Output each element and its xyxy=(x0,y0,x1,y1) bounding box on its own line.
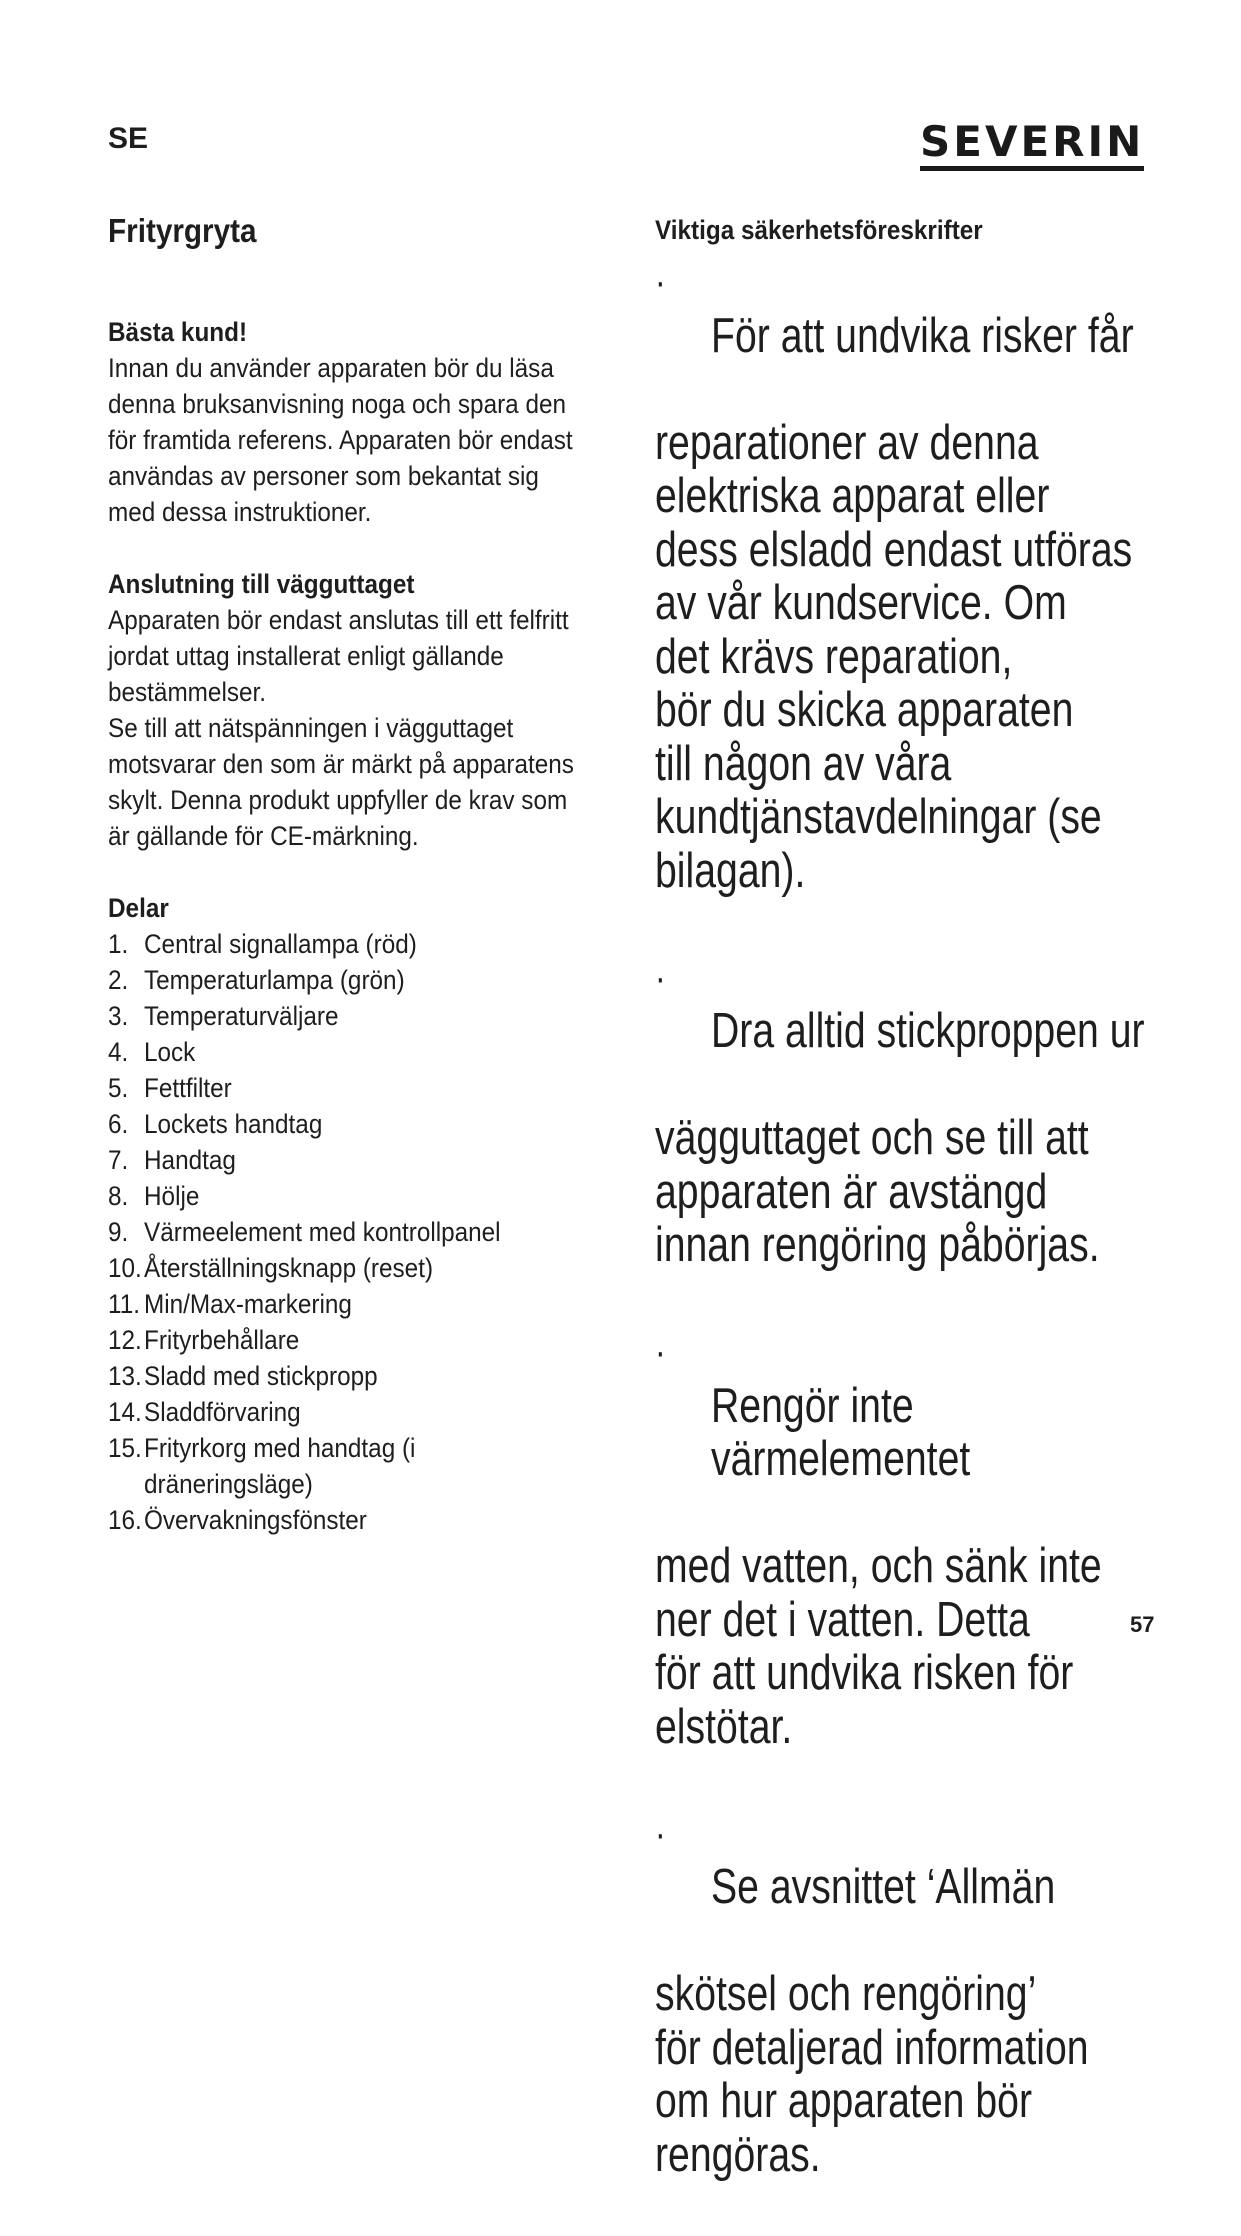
rule-first-line: För att undvika risker får xyxy=(711,308,1134,363)
rule-first-line: Dra alltid stickproppen ur xyxy=(711,1004,1145,1058)
part-label: Sladd med stickpropp xyxy=(144,1361,378,1391)
list-item xyxy=(108,926,576,962)
part-label: Fettfilter xyxy=(144,1073,232,1103)
part-label: Värmeelement med kontrollpanel xyxy=(144,1217,501,1247)
safety-rule xyxy=(655,256,1167,952)
part-number: 7. xyxy=(108,1145,129,1175)
part-number: 10. xyxy=(108,1253,142,1283)
rule-continuation: med vatten, och sänk inte ner det i vatten. Detta för att undvika risken för elstötar. xyxy=(655,1539,1102,1754)
list-item xyxy=(108,1394,576,1430)
part-number: 3. xyxy=(108,1001,129,1031)
safety-rules xyxy=(655,256,1167,2236)
part-label: Central signallampa (röd) xyxy=(144,929,417,959)
rule-continuation: skötsel och rengöring’ för detaljerad information om hur apparaten bör rengöras. xyxy=(655,1967,1089,2182)
page-number: 57 xyxy=(1130,1612,1155,1637)
part-label: Sladdförvaring xyxy=(144,1397,301,1427)
connection-heading: Anslutning till vägguttaget xyxy=(108,569,415,599)
list-item xyxy=(108,1502,576,1538)
parts-list xyxy=(108,926,576,1538)
page-title: Frityrgryta xyxy=(108,212,257,249)
part-label: Min/Max-markering xyxy=(144,1289,352,1319)
part-label: Temperaturväljare xyxy=(144,1001,339,1031)
safety-rule xyxy=(655,1326,1167,1808)
list-item xyxy=(108,1430,576,1502)
greeting-text: Innan du använder apparaten bör du läsa denna bruksanvisning noga och spara den för framtida referens. Apparaten bör endast användas av personer som bekantat sig med dessa instruktioner. xyxy=(108,353,573,527)
bullet-icon: · xyxy=(655,1330,666,1374)
safety-rule xyxy=(655,952,1167,1327)
safety-rule xyxy=(655,1808,1167,2236)
list-item xyxy=(108,1070,576,1106)
right-column xyxy=(655,212,1241,2236)
part-number: 16. xyxy=(108,1505,142,1535)
part-label: Temperaturlampa (grön) xyxy=(144,965,405,995)
part-label: Övervakningsfönster xyxy=(144,1505,367,1535)
part-label: Lockets handtag xyxy=(144,1109,323,1139)
list-item xyxy=(108,1358,576,1394)
greeting-heading: Bästa kund! xyxy=(108,317,248,347)
part-label: Återställningsknapp (reset) xyxy=(144,1253,434,1283)
part-number: 5. xyxy=(108,1073,129,1103)
brand-logo: SEVERIN xyxy=(920,118,1144,171)
part-number: 14. xyxy=(108,1397,142,1427)
left-column xyxy=(108,210,576,1538)
list-item xyxy=(108,1214,576,1250)
list-item xyxy=(108,1034,576,1070)
part-label: Hölje xyxy=(144,1181,200,1211)
part-number: 11. xyxy=(108,1289,140,1319)
list-item xyxy=(108,1106,576,1142)
part-number: 12. xyxy=(108,1325,142,1355)
list-item xyxy=(108,998,576,1034)
list-item xyxy=(108,1142,576,1178)
list-item xyxy=(108,1250,576,1286)
list-item xyxy=(108,1322,576,1358)
list-item xyxy=(108,962,576,998)
part-number: 13. xyxy=(108,1361,142,1391)
part-label: Frityrbehållare xyxy=(144,1325,300,1355)
bullet-icon: · xyxy=(655,955,666,1000)
rule-text xyxy=(655,1326,1167,1808)
rule-continuation: reparationer av denna elektriska apparat eller dess elsladd endast utföras av vår kundservice. Om det krävs reparation, bör du skicka apparaten till någon av våra kundtjänstavdelningar (se bilagan). xyxy=(655,415,1133,898)
list-item xyxy=(108,1286,576,1322)
rule-text xyxy=(655,952,1145,1327)
part-number: 1. xyxy=(108,929,129,959)
rule-first-line: Rengör inte värmelementet xyxy=(711,1378,971,1486)
list-item xyxy=(108,1178,576,1214)
part-label: Handtag xyxy=(144,1145,236,1175)
rule-text xyxy=(655,256,1134,952)
rule-continuation: vägguttaget och se till att apparaten är avstängd innan rengöring påbörjas. xyxy=(655,1111,1100,1272)
part-number: 15. xyxy=(108,1433,142,1463)
rule-first-line: Se avsnittet ‘Allmän xyxy=(711,1860,1056,1914)
connection-text: Apparaten bör endast anslutas till ett felfritt jordat uttag installerat enligt gällande bestämmelser. Se till att nätspänningen i vägguttaget motsvarar den som är märkt på apparatens skylt. Denna produkt uppfyller de krav som är gällande för CE-märkning. xyxy=(108,605,574,851)
part-number: 2. xyxy=(108,965,129,995)
part-label: Lock xyxy=(144,1037,196,1067)
safety-heading: Viktiga säkerhetsföreskrifter xyxy=(655,215,983,245)
part-number: 6. xyxy=(108,1109,129,1139)
bullet-icon: · xyxy=(655,1811,666,1856)
part-number: 9. xyxy=(108,1217,129,1247)
rule-text xyxy=(655,1808,1089,2236)
part-number: 8. xyxy=(108,1181,129,1211)
part-number: 4. xyxy=(108,1037,129,1067)
bullet-icon: · xyxy=(655,260,666,304)
language-code: SE xyxy=(108,122,149,155)
part-label: Frityrkorg med handtag (i dräneringsläge) xyxy=(144,1433,416,1499)
parts-heading: Delar xyxy=(108,893,169,923)
